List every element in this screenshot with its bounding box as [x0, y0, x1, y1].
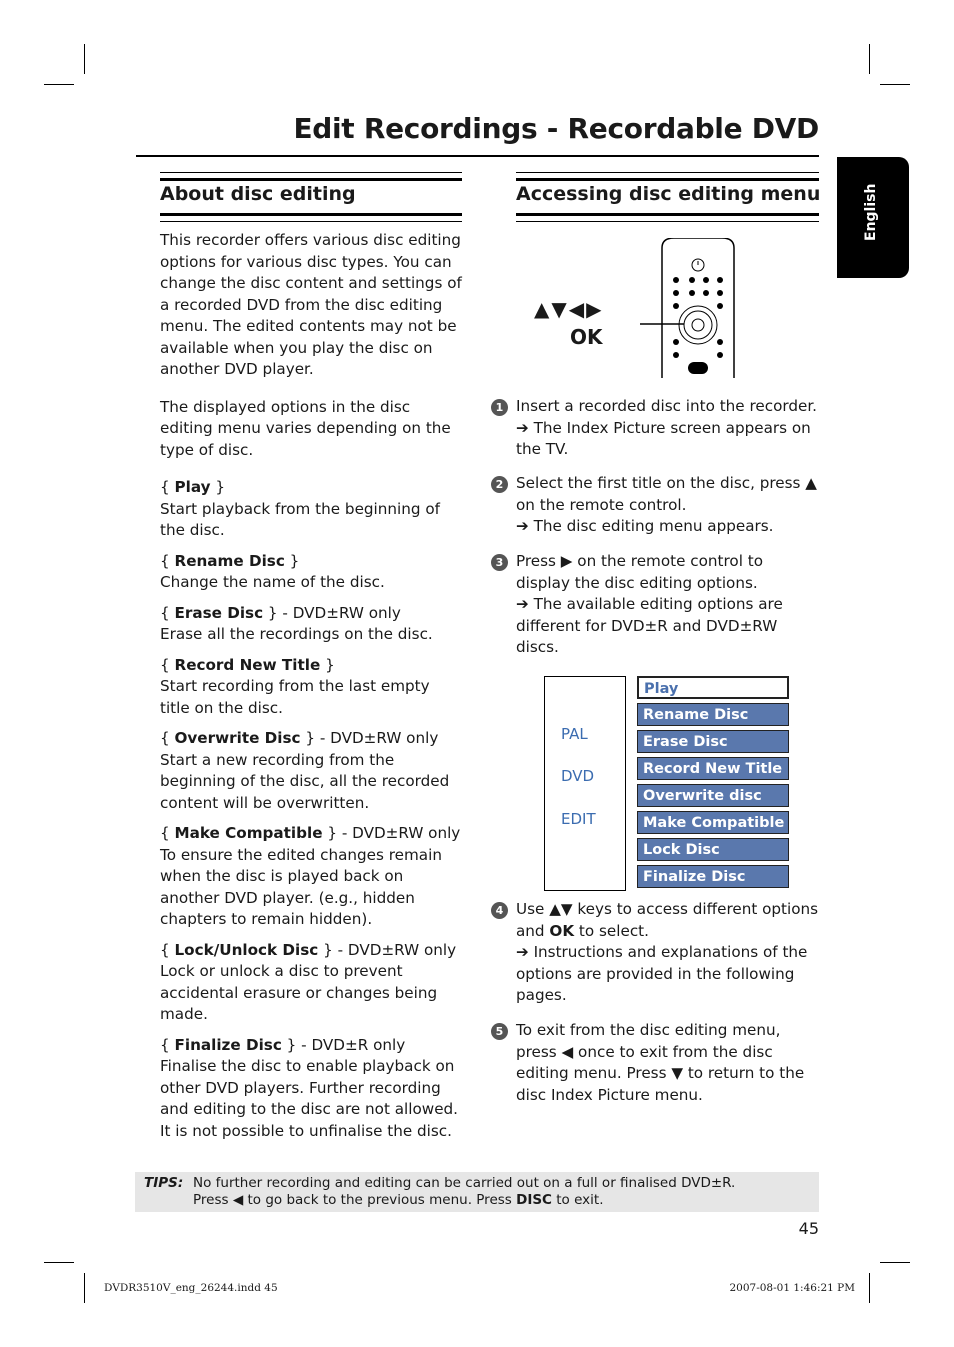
menu-item-overwrite-disc[interactable]: Overwrite disc [637, 784, 789, 807]
option-title: { Overwrite Disc } - DVD±RW only [160, 729, 439, 747]
menu-info-panel [544, 676, 626, 891]
option-title: { Record New Title } [160, 655, 335, 674]
options-list [160, 477, 462, 1142]
option-description: Erase all the recordings on the disc. [160, 625, 433, 643]
result-arrow-icon: ➔ [516, 418, 534, 437]
option-disc-type: - DVD±RW only [277, 603, 401, 622]
option-title: { Lock/Unlock Disc } - DVD±RW only [160, 940, 457, 959]
step-text: Select the first title on the disc, press ▲ on the remote control. [516, 474, 817, 514]
step-number-badge: 5 [491, 1023, 508, 1040]
left-heading-rule-bottom [160, 213, 462, 222]
option-disc-type: - DVD±RW only [337, 824, 461, 842]
step-text: Press ▶ on the remote control to display the disc editing options. [516, 552, 763, 592]
language-tab-label: English [863, 183, 879, 241]
remote-arrow-keys-label: ▲▼◀▶ [534, 297, 604, 321]
left-section-heading: About disc editing [160, 183, 356, 205]
menu-info-pal: PAL [561, 725, 588, 743]
step-4 [491, 899, 821, 1007]
option-title: { Rename Disc } [160, 551, 300, 570]
option-description: Start a new recording from the beginning of the disc, all the recorded content will be overwritten. [160, 750, 450, 812]
footer-file-name: DVDR3510V_eng_26244.indd 45 [104, 1282, 278, 1294]
menu-item-erase-disc[interactable]: Erase Disc [637, 730, 789, 753]
menu-item-play[interactable]: Play [637, 676, 789, 699]
step-2 [491, 473, 821, 538]
tips-line-1: No further recording and editing can be carried out on a full or finalised DVD±R. [193, 1175, 736, 1191]
option-item [160, 477, 462, 542]
option-item [160, 728, 462, 814]
option-item [160, 1035, 462, 1143]
title-rule [136, 155, 819, 157]
step-3 [491, 551, 821, 659]
menu-info-dvd: DVD [561, 767, 595, 785]
option-description: Change the name of the disc. [160, 573, 385, 591]
step-1 [491, 396, 821, 461]
result-arrow-icon: ➔ [516, 943, 534, 961]
tips-box [135, 1172, 819, 1212]
option-description: Lock or unlock a disc to prevent accidental erasure or changes being made. [160, 962, 438, 1023]
option-item [160, 551, 462, 594]
menu-item-make-compatible[interactable]: Make Compatible [637, 811, 789, 834]
option-name: Finalize Disc [174, 1035, 282, 1054]
option-name: Erase Disc [174, 603, 264, 622]
option-name: Play [174, 478, 211, 496]
result-arrow-icon: ➔ [516, 517, 534, 535]
remote-control-icon [640, 238, 740, 378]
menu-info-edit: EDIT [561, 810, 596, 828]
intro-paragraph-1: This recorder offers various disc editing options for various disc types. You can change the disc content and settings of a recorded DVD from the disc editing menu. The edited contents may not be available when you play the disc on another DVD player. [160, 231, 462, 378]
option-item [160, 603, 462, 646]
option-description: To ensure the edited changes remain when the disc is played back on another DVD player. (e.g., hidden chapters to remain hidden). [160, 845, 442, 928]
step-5 [491, 1020, 821, 1106]
option-description: Start recording from the last empty title on the disc. [160, 677, 430, 717]
step-text: To exit from the disc editing menu, press ◀ once to exit from the disc editing menu. Press ▼ to return to the disc Index Picture menu. [516, 1021, 805, 1104]
option-disc-type: - DVD±RW only [315, 729, 439, 747]
page-title: Edit Recordings - Recordable DVD [293, 112, 819, 145]
step-number-badge: 3 [491, 554, 508, 571]
option-description: Start playback from the beginning of the disc. [160, 499, 440, 539]
right-heading-rule-bottom [516, 213, 819, 222]
option-name: Rename Disc [174, 551, 285, 570]
step-result: ➔ The Index Picture screen appears on the TV. [516, 418, 811, 458]
step-number-badge: 4 [491, 902, 508, 919]
option-title: { Erase Disc } - DVD±RW only [160, 603, 401, 622]
result-arrow-icon: ➔ [516, 595, 534, 613]
left-heading-rule-top [160, 172, 462, 181]
page-number: 45 [798, 1219, 819, 1238]
option-name: Lock/Unlock Disc [174, 940, 319, 959]
menu-item-finalize-disc[interactable]: Finalize Disc [637, 865, 789, 888]
option-disc-type: - DVD±R only [296, 1035, 406, 1054]
step-result: ➔ The available editing options are different for DVD±R and DVD±RW discs. [516, 595, 783, 656]
option-title: { Make Compatible } - DVD±RW only [160, 824, 461, 842]
option-name: Overwrite Disc [174, 729, 301, 747]
step-number-badge: 1 [491, 399, 508, 416]
option-item [160, 655, 462, 720]
option-name: Make Compatible [174, 824, 323, 842]
option-disc-type: - DVD±RW only [332, 940, 457, 959]
right-heading-rule-top [516, 172, 819, 181]
tips-line-2: Press ◀ to go back to the previous menu. Press DISC to exit. [193, 1192, 604, 1208]
step-number-badge: 2 [491, 476, 508, 493]
left-column [160, 230, 462, 1151]
option-item [160, 940, 462, 1026]
menu-item-record-new-title[interactable]: Record New Title [637, 757, 789, 780]
remote-ok-label: OK [570, 325, 603, 349]
option-title: { Finalize Disc } - DVD±R only [160, 1035, 406, 1054]
option-title: { Play } [160, 478, 226, 496]
menu-item-rename-disc[interactable]: Rename Disc [637, 703, 789, 726]
right-section-heading: Accessing disc editing menu [516, 183, 821, 205]
step-result: ➔ Instructions and explanations of the options are provided in the following pages. [516, 943, 808, 1004]
menu-item-lock-disc[interactable]: Lock Disc [637, 838, 789, 861]
step-text: Insert a recorded disc into the recorder. [516, 397, 818, 415]
language-tab [837, 157, 909, 278]
option-name: Record New Title [174, 655, 321, 674]
intro-paragraph-2: The displayed options in the disc editing menu varies depending on the type of disc. [160, 397, 451, 459]
step-text: Use ▲▼ keys to access different options and OK to select. [516, 900, 819, 940]
option-description: Finalise the disc to enable playback on other DVD players. Further recording and editing to the disc are not allowed. It is not possible to unfinalise the disc. [160, 1057, 459, 1140]
option-item [160, 823, 462, 931]
footer-timestamp: 2007-08-01 1:46:21 PM [729, 1282, 855, 1294]
step-result: ➔ The disc editing menu appears. [516, 517, 774, 535]
tips-label: TIPS: [144, 1175, 184, 1191]
